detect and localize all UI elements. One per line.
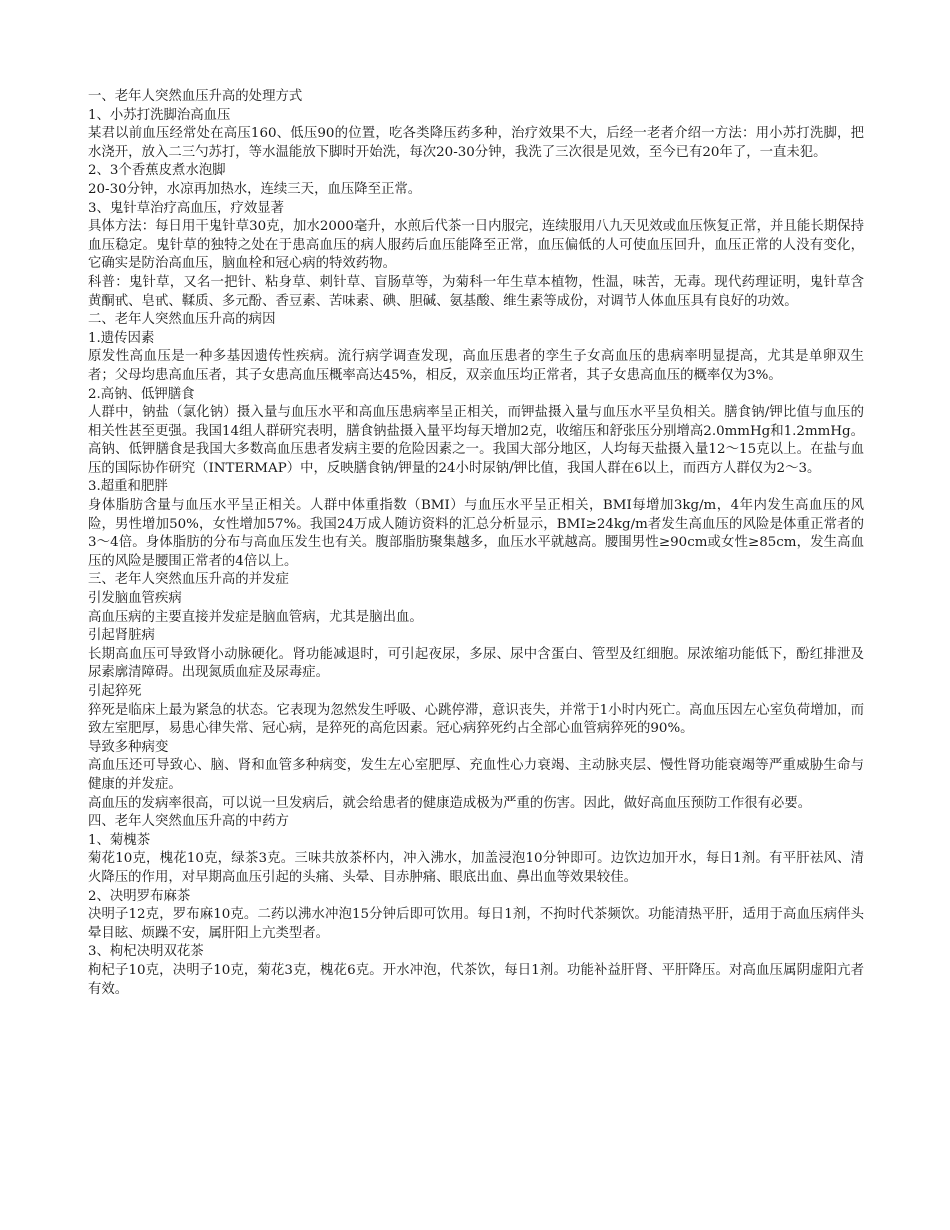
paragraph: 20-30分钟，水凉再加热水，连续三天，血压降至正常。 [88,181,422,197]
paragraph: 高血压还可导致心、脑、肾和血管多种病变，发生左心室肥厚、充血性心力衰竭、主动脉夹层、慢性肾功能衰竭等严重威胁生命与健康的并发症。 [88,758,864,792]
paragraph: 枸杞子10克，决明子10克，菊花3克，槐花6克。开水冲泡，代茶饮，每日1剂。功能补益肝肾、平肝降压。对高血压属阴虚阳亢者有效。 [88,962,864,997]
section-heading: 3、枸杞决明双花茶 [88,944,204,960]
paragraph: 具体方法：每日用干鬼针草30克，加水2000毫升，水煎后代茶一日内服完，连续服用八九天见效或血压恢复正常，并且能长期保持血压稳定。鬼针草的独特之处在于患高血压的病人服药后血压能降至正常，血压偏低的人可使血压回升，血压正常的人没有变化，它确实是防治高血压，脑血栓和冠心病的特效药物。 [88,219,864,272]
paragraph: 高血压的发病率很高，可以说一旦发病后，就会给患者的健康造成极为严重的伤害。因此，做好高血压预防工作很有必要。 [88,795,812,811]
paragraph: 高血压病的主要直接并发症是脑血管病，尤其是脑出血。 [88,609,423,625]
paragraph: 长期高血压可导致肾小动脉硬化。肾功能减退时，可引起夜尿，多尿、尿中含蛋白、管型及红细胞。尿浓缩功能低下，酚红排泄及尿素廓清障碍。出现氮质血症及尿毒症。 [88,646,864,681]
section-heading: 引起肾脏病 [88,628,155,644]
section-heading: 3.超重和肥胖 [88,479,168,495]
section-heading: 1、小苏打洗脚治高血压 [88,107,231,123]
section-heading: 引起猝死 [88,684,142,699]
section-heading: 二、老年人突然血压升高的病因 [88,312,276,328]
section-heading: 导致多种病变 [88,739,169,755]
paragraph: 人群中，钠盐（氯化钠）摄入量与血压水平和高血压患病率呈正相关，而钾盐摄入量与血压水平呈负相关。膳食钠/钾比值与血压的相关性甚至更强。我国14组人群研究表明，膳食钠盐摄入量平均每天增加2克，收缩压和舒张压分别增高2.0mmHg和1.2mmHg。高钠、低钾膳食是我国大多数高血压患者发病主要的危险因素之一。我国大部分地区，人均每天盐摄入量12～15克以上。在盐与血压的国际协作研究（INTERMAP）中，反映膳食钠/钾量的24小时尿钠/钾比值，我国人群在6以上，而西方人群仅为2～3。 [88,405,864,476]
paragraph: 猝死是临床上最为紧急的状态。它表现为忽然发生呼吸、心跳停滞，意识丧失，并常于1小时内死亡。高血压因左心室负荷增加，而致左室肥厚，易患心律失常、冠心病，是猝死的高危因素。冠心病猝死约占全部心血管病猝死的90%。 [88,702,864,737]
document-body [88,88,864,999]
section-heading: 1.遗传因素 [88,330,155,346]
paragraph: 菊花10克，槐花10克，绿茶3克。三味共放茶杯内，冲入沸水，加盖浸泡10分钟即可。边饮边加开水，每日1剂。有平肝祛风、清火降压的作用，对早期高血压引起的头痛、头晕、目赤肿痛、眼底出血、鼻出血等效果较佳。 [88,851,864,885]
section-heading: 一、老年人突然血压升高的处理方式 [88,89,303,104]
paragraph: 决明子12克，罗布麻10克。二药以沸水冲泡15分钟后即可饮用。每日1剂，不拘时代茶频饮。功能清热平肝，适用于高血压病伴头晕目眩、烦躁不安，属肝阳上亢类型者。 [88,907,864,941]
section-heading: 引发脑血管疾病 [88,591,182,607]
paragraph: 身体脂肪含量与血压水平呈正相关。人群中体重指数（BMI）与血压水平呈正相关，BMI每增加3kg/m，4年内发生高血压的风险，男性增加50%，女性增加57%。我国24万成人随访资料的汇总分析显示，BMI≥24kg/m者发生高血压的风险是体重正常者的3～4倍。身体脂肪的分布与高血压发生也有关。腹部脂肪聚集越多，血压水平就越高。腰围男性≥90cm或女性≥85cm，发生高血压的风险是腰围正常者的4倍以上。 [88,498,864,569]
section-heading: 四、老年人突然血压升高的中药方 [88,814,289,830]
paragraph: 某君以前血压经常处在高压160、低压90的位置，吃各类降压药多种，治疗效果不大，后经一老者介绍一方法：用小苏打洗脚，把水浇开，放入二三勺苏打，等水温能放下脚时开始洗，每次20-30分钟，我洗了三次很是见效，至今已有20年了，一直未犯。 [88,126,864,160]
section-heading: 2.高钠、低钾膳食 [88,386,195,402]
section-heading: 1、菊槐茶 [88,832,151,848]
paragraph: 原发性高血压是一种多基因遗传性疾病。流行病学调查发现，高血压患者的孪生子女高血压的患病率明显提高，尤其是单卵双生者；父母均患高血压者，其子女患高血压概率高达45%，相反，双亲血压均正常者，其子女患高血压的概率仅为3%。 [88,349,864,383]
section-heading: 三、老年人突然血压升高的并发症 [88,572,289,588]
paragraph: 科普：鬼针草，又名一把针、粘身草、刺针草、盲肠草等，为菊科一年生草本植物，性温，味苦，无毒。现代药理证明，鬼针草含黄酮甙、皂甙、鞣质、多元酚、香豆素、苦味素、碘、胆碱、氨基酸、维生素等成份，对调节人体血压具有良好的功效。 [88,274,864,309]
section-heading: 2、3个香蕉皮煮水泡脚 [88,163,226,179]
section-heading: 3、鬼针草治疗高血压，疗效显著 [88,200,284,216]
section-heading: 2、决明罗布麻茶 [88,888,191,904]
